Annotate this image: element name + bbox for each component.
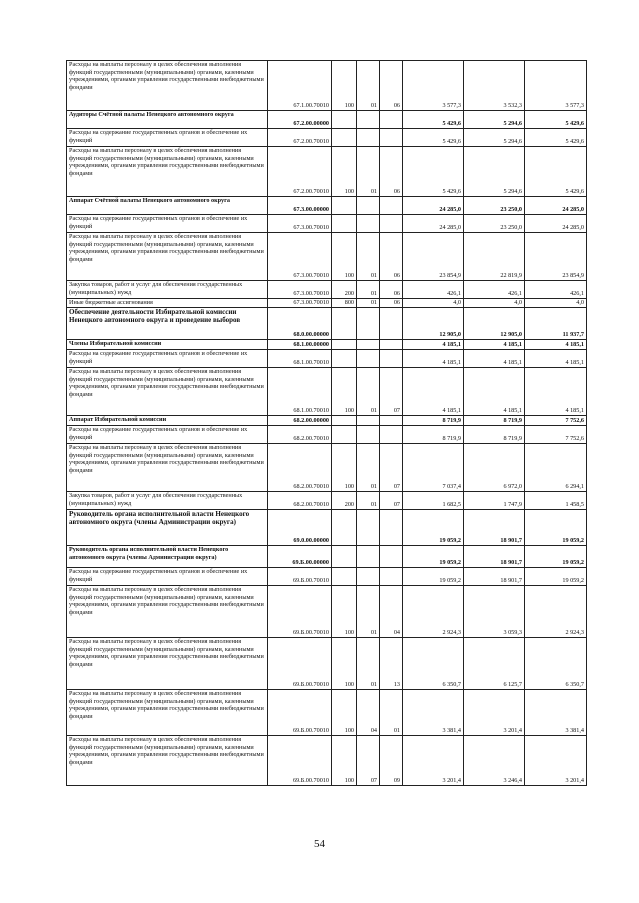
value-year-1: 4 185,1 (403, 340, 464, 350)
rz-code (357, 510, 380, 546)
value-year-3: 4 185,1 (525, 350, 587, 368)
vr-code (332, 426, 357, 444)
pr-code (380, 510, 403, 546)
value-year-2: 6 972,0 (464, 444, 525, 492)
table-row (67, 416, 587, 426)
value-year-1: 3 381,4 (403, 690, 464, 736)
row-name: Расходы на содержание государственных органов и обеспечение их функций (67, 129, 268, 147)
row-name: Руководитель органа исполнительной власти Ненецкого автономного округа (члены Администрации округа) (67, 546, 268, 568)
pr-code (380, 215, 403, 233)
table-row (67, 350, 587, 368)
value-year-1: 5 429,6 (403, 147, 464, 197)
value-year-3: 4 185,1 (525, 368, 587, 416)
value-year-2: 18 901,7 (464, 546, 525, 568)
pr-code (380, 546, 403, 568)
pr-code (380, 350, 403, 368)
value-year-2: 23 250,0 (464, 197, 525, 215)
row-name: Расходы на содержание государственных органов и обеспечение их функций (67, 426, 268, 444)
vr-code (332, 340, 357, 350)
row-name: Закупка товаров, работ и услуг для обеспечения государственных (муниципальных) нужд (67, 492, 268, 510)
rz-code: 01 (357, 147, 380, 197)
rz-code (357, 129, 380, 147)
value-year-1: 2 924,3 (403, 586, 464, 638)
vr-code: 100 (332, 368, 357, 416)
value-year-2: 8 719,9 (464, 426, 525, 444)
value-year-2: 5 294,6 (464, 147, 525, 197)
csr-code: 67.3.00.70010 (268, 281, 332, 299)
table-row (67, 299, 587, 308)
row-name: Расходы на выплаты персоналу в целях обеспечения выполнения функций государственными (муниципальными) органами, казенными учреждениями, органами управления государственными внебюджетными фондами (67, 233, 268, 281)
vr-code (332, 416, 357, 426)
value-year-1: 4 185,1 (403, 368, 464, 416)
table-row (67, 61, 587, 111)
rz-code: 01 (357, 233, 380, 281)
csr-code: 68.2.00.70010 (268, 492, 332, 510)
rz-code: 01 (357, 586, 380, 638)
value-year-3: 5 429,6 (525, 111, 587, 129)
csr-code: 68.1.00.00000 (268, 340, 332, 350)
csr-code: 69.Б.00.70010 (268, 638, 332, 690)
table-row (67, 147, 587, 197)
value-year-3: 19 059,2 (525, 568, 587, 586)
rz-code (357, 426, 380, 444)
value-year-3: 19 059,2 (525, 510, 587, 546)
vr-code (332, 350, 357, 368)
pr-code (380, 129, 403, 147)
csr-code: 68.0.00.00000 (268, 308, 332, 340)
value-year-2: 12 905,0 (464, 308, 525, 340)
csr-code: 69.Б.00.70010 (268, 736, 332, 786)
row-name: Расходы на выплаты персоналу в целях обеспечения выполнения функций государственными (муниципальными) органами, казенными учреждениями, органами управления государственными внебюджетными фондами (67, 690, 268, 736)
value-year-2: 18 901,7 (464, 510, 525, 546)
value-year-1: 1 682,5 (403, 492, 464, 510)
vr-code: 100 (332, 736, 357, 786)
value-year-2: 4,0 (464, 299, 525, 308)
rz-code (357, 340, 380, 350)
csr-code: 67.2.00.00000 (268, 111, 332, 129)
vr-code: 100 (332, 61, 357, 111)
rz-code: 01 (357, 368, 380, 416)
value-year-1: 24 285,0 (403, 197, 464, 215)
table-row (67, 690, 587, 736)
csr-code: 67.1.00.70010 (268, 61, 332, 111)
csr-code: 69.Б.00.70010 (268, 690, 332, 736)
csr-code: 67.2.00.70010 (268, 147, 332, 197)
value-year-3: 3 381,4 (525, 690, 587, 736)
row-name: Иные бюджетные ассигнования (67, 299, 268, 308)
value-year-3: 11 937,7 (525, 308, 587, 340)
rz-code: 07 (357, 736, 380, 786)
value-year-1: 5 429,6 (403, 111, 464, 129)
table-row (67, 281, 587, 299)
value-year-1: 23 854,9 (403, 233, 464, 281)
value-year-3: 426,1 (525, 281, 587, 299)
csr-code: 68.2.00.70010 (268, 426, 332, 444)
value-year-1: 19 059,2 (403, 510, 464, 546)
value-year-2: 426,1 (464, 281, 525, 299)
vr-code: 200 (332, 281, 357, 299)
csr-code: 69.0.00.00000 (268, 510, 332, 546)
value-year-3: 3 201,4 (525, 736, 587, 786)
rz-code: 01 (357, 638, 380, 690)
rz-code (357, 350, 380, 368)
value-year-2: 22 819,9 (464, 233, 525, 281)
vr-code (332, 111, 357, 129)
table-row (67, 736, 587, 786)
row-name: Расходы на выплаты персоналу в целях обеспечения выполнения функций государственными (муниципальными) органами, казенными учреждениями, органами управления государственными внебюджетными фондами (67, 61, 268, 111)
value-year-1: 6 350,7 (403, 638, 464, 690)
rz-code (357, 215, 380, 233)
pr-code (380, 308, 403, 340)
table-row (67, 444, 587, 492)
value-year-3: 4 185,1 (525, 340, 587, 350)
value-year-1: 12 905,0 (403, 308, 464, 340)
vr-code (332, 197, 357, 215)
vr-code (332, 568, 357, 586)
rz-code (357, 546, 380, 568)
vr-code: 100 (332, 690, 357, 736)
csr-code: 67.3.00.70010 (268, 299, 332, 308)
table-row (67, 510, 587, 546)
row-name: Расходы на выплаты персоналу в целях обеспечения выполнения функций государственными (муниципальными) органами, казенными учреждениями, органами управления государственными внебюджетными фондами (67, 147, 268, 197)
row-name: Руководитель органа исполнительной власти Ненецкого автономного округа (члены Администрации округа) (67, 510, 268, 546)
value-year-2: 18 901,7 (464, 568, 525, 586)
csr-code: 68.2.00.70010 (268, 444, 332, 492)
csr-code: 68.1.00.70010 (268, 368, 332, 416)
pr-code (380, 197, 403, 215)
value-year-3: 5 429,6 (525, 129, 587, 147)
csr-code: 67.2.00.70010 (268, 129, 332, 147)
value-year-3: 6 294,1 (525, 444, 587, 492)
table-row (67, 215, 587, 233)
pr-code: 07 (380, 492, 403, 510)
vr-code: 100 (332, 233, 357, 281)
table-row (67, 568, 587, 586)
vr-code (332, 129, 357, 147)
row-name: Расходы на содержание государственных органов и обеспечение их функций (67, 350, 268, 368)
row-name: Расходы на содержание государственных органов и обеспечение их функций (67, 215, 268, 233)
value-year-3: 3 577,3 (525, 61, 587, 111)
rz-code (357, 568, 380, 586)
table-row (67, 492, 587, 510)
rz-code: 01 (357, 299, 380, 308)
value-year-1: 4,0 (403, 299, 464, 308)
pr-code: 06 (380, 281, 403, 299)
value-year-3: 7 752,6 (525, 426, 587, 444)
pr-code: 01 (380, 690, 403, 736)
value-year-1: 19 059,2 (403, 546, 464, 568)
value-year-3: 23 854,9 (525, 233, 587, 281)
value-year-2: 3 201,4 (464, 690, 525, 736)
table-row (67, 111, 587, 129)
pr-code: 07 (380, 444, 403, 492)
vr-code: 100 (332, 586, 357, 638)
vr-code: 100 (332, 147, 357, 197)
vr-code (332, 546, 357, 568)
table-row (67, 340, 587, 350)
value-year-2: 5 294,6 (464, 129, 525, 147)
row-name: Расходы на выплаты персоналу в целях обеспечения выполнения функций государственными (муниципальными) органами, казенными учреждениями, органами управления государственными внебюджетными фондами (67, 444, 268, 492)
value-year-3: 1 458,5 (525, 492, 587, 510)
vr-code (332, 510, 357, 546)
table-row (67, 308, 587, 340)
value-year-1: 19 059,2 (403, 568, 464, 586)
value-year-2: 3 059,3 (464, 586, 525, 638)
value-year-3: 5 429,6 (525, 147, 587, 197)
value-year-2: 6 125,7 (464, 638, 525, 690)
vr-code: 800 (332, 299, 357, 308)
value-year-2: 3 246,4 (464, 736, 525, 786)
value-year-1: 8 719,9 (403, 426, 464, 444)
vr-code (332, 215, 357, 233)
csr-code: 69.Б.00.70010 (268, 568, 332, 586)
row-name: Члены Избирательной комиссии (67, 340, 268, 350)
pr-code (380, 568, 403, 586)
pr-code: 07 (380, 368, 403, 416)
pr-code (380, 426, 403, 444)
table-row (67, 197, 587, 215)
pr-code (380, 111, 403, 129)
value-year-2: 4 185,1 (464, 340, 525, 350)
table-row (67, 129, 587, 147)
value-year-3: 24 285,0 (525, 215, 587, 233)
row-name: Расходы на выплаты персоналу в целях обеспечения выполнения функций государственными (муниципальными) органами, казенными учреждениями, органами управления государственными внебюджетными фондами (67, 586, 268, 638)
row-name: Расходы на выплаты персоналу в целях обеспечения выполнения функций государственными (муниципальными) органами, казенными учреждениями, органами управления государственными внебюджетными фондами (67, 368, 268, 416)
rz-code: 01 (357, 444, 380, 492)
value-year-3: 6 350,7 (525, 638, 587, 690)
table-row (67, 368, 587, 416)
budget-table (66, 60, 587, 786)
pr-code: 06 (380, 61, 403, 111)
pr-code: 13 (380, 638, 403, 690)
pr-code (380, 416, 403, 426)
pr-code (380, 340, 403, 350)
value-year-3: 2 924,3 (525, 586, 587, 638)
csr-code: 67.3.00.70010 (268, 215, 332, 233)
table-row (67, 638, 587, 690)
rz-code (357, 111, 380, 129)
rz-code: 01 (357, 492, 380, 510)
value-year-2: 5 294,6 (464, 111, 525, 129)
csr-code: 69.Б.00.70010 (268, 586, 332, 638)
value-year-3: 7 752,6 (525, 416, 587, 426)
value-year-1: 4 185,1 (403, 350, 464, 368)
pr-code: 04 (380, 586, 403, 638)
row-name: Аппарат Счётной палаты Ненецкого автономного округа (67, 197, 268, 215)
table-row (67, 586, 587, 638)
vr-code: 100 (332, 638, 357, 690)
row-name: Расходы на выплаты персоналу в целях обеспечения выполнения функций государственными (муниципальными) органами, казенными учреждениями, органами управления государственными внебюджетными фондами (67, 736, 268, 786)
table-row (67, 426, 587, 444)
rz-code (357, 197, 380, 215)
csr-code: 69.Б.00.00000 (268, 546, 332, 568)
value-year-3: 4,0 (525, 299, 587, 308)
value-year-1: 426,1 (403, 281, 464, 299)
value-year-1: 24 285,0 (403, 215, 464, 233)
csr-code: 68.1.00.70010 (268, 350, 332, 368)
vr-code: 200 (332, 492, 357, 510)
rz-code (357, 308, 380, 340)
value-year-2: 1 747,9 (464, 492, 525, 510)
rz-code (357, 416, 380, 426)
row-name: Обеспечение деятельности Избирательной комиссии Ненецкого автономного округа и проведение выборов (67, 308, 268, 340)
table-row (67, 233, 587, 281)
value-year-2: 4 185,1 (464, 350, 525, 368)
page-number: 54 (314, 838, 325, 850)
pr-code: 06 (380, 147, 403, 197)
csr-code: 67.3.00.70010 (268, 233, 332, 281)
pr-code: 09 (380, 736, 403, 786)
value-year-2: 3 532,3 (464, 61, 525, 111)
row-name: Закупка товаров, работ и услуг для обеспечения государственных (муниципальных) нужд (67, 281, 268, 299)
vr-code: 100 (332, 444, 357, 492)
value-year-3: 19 059,2 (525, 546, 587, 568)
pr-code: 06 (380, 299, 403, 308)
value-year-1: 3 577,3 (403, 61, 464, 111)
row-name: Аппарат Избирательной комиссии (67, 416, 268, 426)
value-year-1: 7 037,4 (403, 444, 464, 492)
csr-code: 68.2.00.00000 (268, 416, 332, 426)
vr-code (332, 308, 357, 340)
value-year-1: 3 201,4 (403, 736, 464, 786)
row-name: Расходы на содержание государственных органов и обеспечение их функций (67, 568, 268, 586)
value-year-2: 4 185,1 (464, 368, 525, 416)
value-year-1: 8 719,9 (403, 416, 464, 426)
row-name: Расходы на выплаты персоналу в целях обеспечения выполнения функций государственными (муниципальными) органами, казенными учреждениями, органами управления государственными внебюджетными фондами (67, 638, 268, 690)
value-year-3: 24 285,0 (525, 197, 587, 215)
value-year-1: 5 429,6 (403, 129, 464, 147)
csr-code: 67.3.00.00000 (268, 197, 332, 215)
table-row (67, 546, 587, 568)
rz-code: 01 (357, 281, 380, 299)
rz-code: 04 (357, 690, 380, 736)
value-year-2: 8 719,9 (464, 416, 525, 426)
rz-code: 01 (357, 61, 380, 111)
value-year-2: 23 250,0 (464, 215, 525, 233)
pr-code: 06 (380, 233, 403, 281)
row-name: Аудиторы Счётной палаты Ненецкого автономного округа (67, 111, 268, 129)
